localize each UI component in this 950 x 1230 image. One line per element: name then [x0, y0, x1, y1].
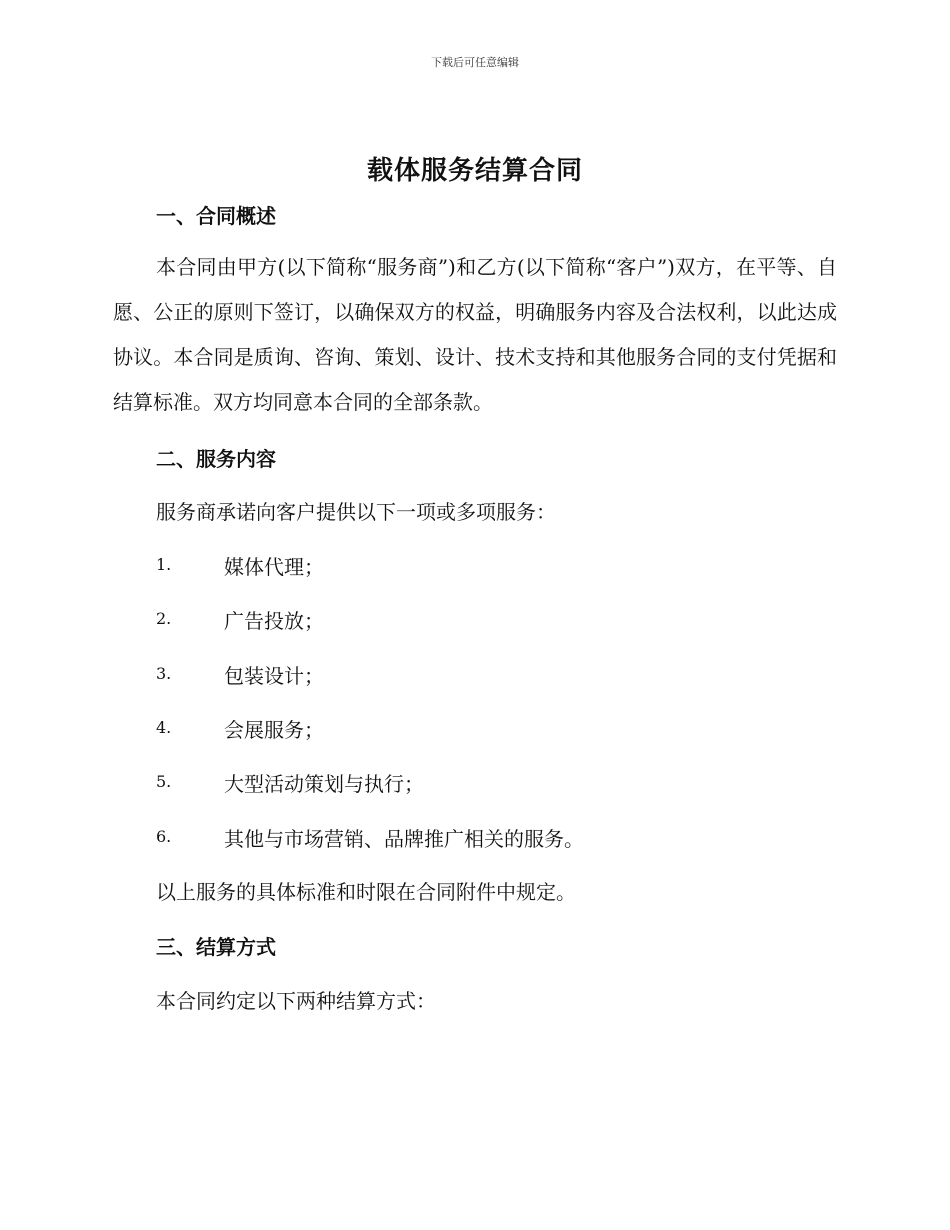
settlement-intro: 本合同约定以下两种结算方式： [156, 989, 436, 1013]
list-item-text: 媒体代理； [224, 555, 324, 579]
list-item-number: 4. [156, 718, 172, 737]
header-note: 下载后可任意编辑 [431, 56, 519, 69]
list-item-text: 包装设计； [224, 664, 324, 688]
list-item-number: 6. [156, 827, 172, 846]
list-item-text: 会展服务； [224, 718, 324, 742]
services-intro: 服务商承诺向客户提供以下一项或多项服务： [156, 500, 556, 524]
list-item-text: 其他与市场营销、品牌推广相关的服务。 [224, 827, 584, 851]
section-paragraph-overview: 本合同由甲方(以下简称“服务商”)和乙方(以下简称“客户”)双方，在平等、自愿、公正的原则下签订，以确保双方的权益，明确服务内容及合法权利，以此达成协议。本合同是质询、咨询、策划、设计、技术支持和其他服务合同的支付凭据和结算标准。双方均同意本合同的全部条款。 [113, 255, 837, 414]
list-item-number: 2. [156, 609, 172, 628]
document-title: 载体服务结算合同 [366, 156, 583, 186]
section-heading-services: 二、服务内容 [156, 447, 276, 471]
section-heading-overview: 一、合同概述 [156, 204, 276, 228]
list-item-number: 5. [156, 772, 172, 791]
list-item-number: 3. [156, 664, 172, 683]
section-heading-settlement: 三、结算方式 [156, 935, 276, 959]
list-item-number: 1. [156, 555, 172, 574]
list-item-text: 大型活动策划与执行； [224, 772, 424, 796]
services-outro: 以上服务的具体标准和时限在合同附件中规定。 [156, 880, 576, 904]
list-item-text: 广告投放； [224, 609, 324, 633]
